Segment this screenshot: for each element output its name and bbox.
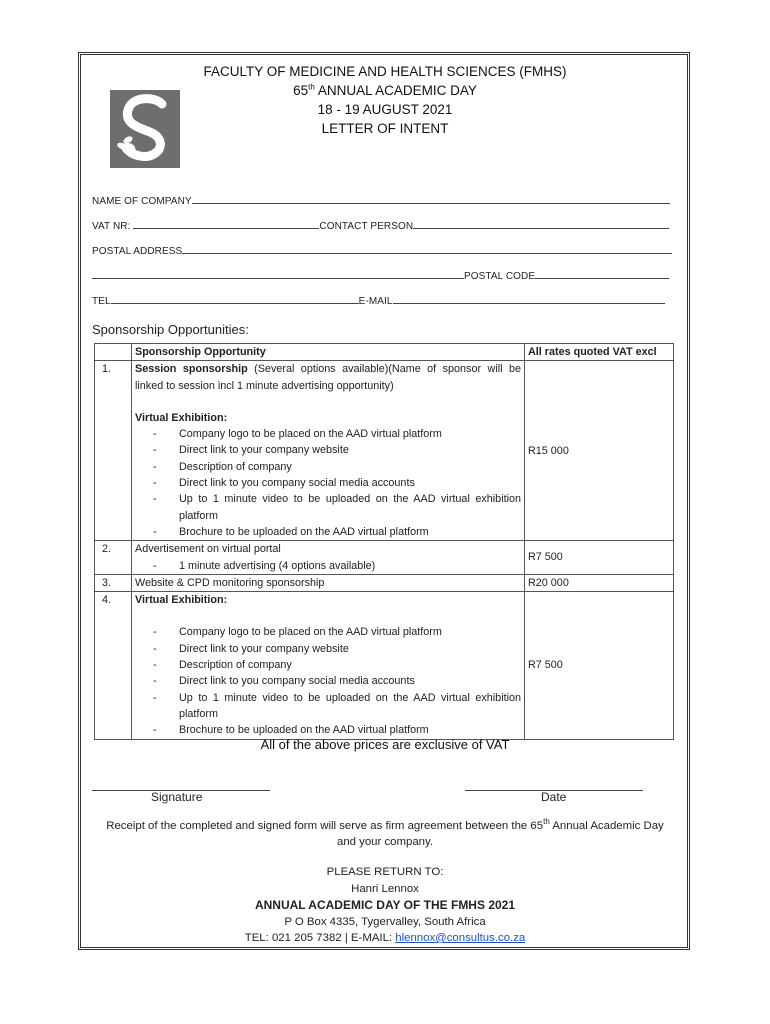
list-item: - Up to 1 minute video to be uploaded on the AAD virtual exhibition platform (153, 491, 521, 524)
list-item: - Direct link to your company website (153, 641, 521, 657)
list-item: - Description of company (153, 657, 521, 673)
row-subtitle: Virtual Exhibition: (135, 411, 228, 424)
postal-address-line[interactable] (182, 244, 672, 254)
vat-label: VAT NR: (92, 221, 131, 232)
return-po-box: P O Box 4335, Tygervalley, South Africa (284, 915, 486, 928)
address-line-2[interactable] (92, 269, 464, 279)
postal-code-line[interactable] (535, 269, 669, 279)
list-item: - Direct link to you company social media accounts (153, 673, 521, 689)
date-label: Date (541, 790, 567, 804)
event-number: 65 (293, 83, 309, 98)
contact-person-label: CONTACT PERSON (319, 221, 414, 232)
contact-person-line[interactable] (413, 219, 669, 229)
signature-label: Signature (151, 790, 203, 804)
row-number: 4. (95, 592, 132, 739)
table-header-row (95, 344, 674, 361)
return-tel-email (92, 930, 678, 947)
row-number: 1. (95, 361, 132, 541)
tel-line[interactable] (111, 294, 359, 304)
vat-note: All of the above prices are exclusive of VAT (260, 737, 510, 752)
email-line[interactable] (393, 294, 665, 304)
number-header (95, 344, 132, 361)
return-organisation: ANNUAL ACADEMIC DAY OF THE FMHS 2021 (254, 898, 516, 912)
table-row (95, 541, 674, 575)
row-number: 2. (95, 541, 132, 575)
postal-address-field[interactable] (92, 244, 678, 257)
receipt-text: Receipt of the completed and signed form will serve as firm agreement between the 65 (106, 820, 544, 832)
postal-address-label: POSTAL ADDRESS (92, 246, 183, 257)
row-title: Advertisement on virtual portal (135, 543, 281, 556)
list-item: - 1 minute advertising (4 options available) (153, 558, 521, 574)
row-rate: R15 000 (525, 361, 674, 541)
row-title-details: (Several options available)(Name of sponsor will be linked to session incl 1 minute advertising opportunity) (135, 363, 521, 392)
row-title: Session sponsorship (135, 363, 248, 376)
list-item: - Brochure to be uploaded on the AAD virtual platform (153, 524, 521, 540)
row-title: Virtual Exhibition: (135, 594, 228, 607)
row-description (132, 541, 525, 575)
list-item: - Up to 1 minute video to be uploaded on the AAD virtual exhibition platform (153, 690, 521, 723)
postal-code-row (92, 269, 678, 282)
faculty-title: FACULTY OF MEDICINE AND HEALTH SCIENCES (FMHS) (203, 64, 567, 79)
row-description (132, 592, 525, 739)
row-description: Website & CPD monitoring sponsorship (132, 574, 525, 591)
receipt-ordinal: th (543, 817, 550, 827)
list-item: - Direct link to your company website (153, 442, 521, 458)
table-row (95, 574, 674, 591)
tel-label: TEL (92, 296, 111, 307)
list-item: - Description of company (153, 459, 521, 475)
email-link[interactable]: hlennox@consultus.co.za (395, 932, 526, 944)
list-item: - Direct link to you company social media accounts (153, 475, 521, 491)
return-address (92, 864, 678, 947)
return-heading: PLEASE RETURN TO: (326, 866, 444, 878)
document-title: LETTER OF INTENT (321, 121, 449, 136)
company-name-line[interactable] (192, 194, 670, 204)
company-name-label: NAME OF COMPANY (92, 196, 192, 207)
postal-code-label: POSTAL CODE (464, 271, 536, 282)
return-contact-name: Hanri Lennox (351, 882, 419, 895)
sponsorship-table (94, 343, 674, 740)
company-name-field[interactable] (92, 194, 678, 207)
row-description (132, 361, 525, 541)
event-dates: 18 - 19 AUGUST 2021 (317, 102, 453, 117)
row-rate: R7 500 (525, 592, 674, 739)
return-tel: TEL: 021 205 7382 | E-MAIL: (244, 932, 396, 944)
list-item: - Company logo to be placed on the AAD virtual platform (153, 624, 521, 640)
tel-email-row (92, 294, 678, 307)
table-row (95, 592, 674, 739)
list-item: - Company logo to be placed on the AAD virtual platform (153, 426, 521, 442)
vat-line[interactable] (133, 219, 319, 229)
table-row (95, 361, 674, 541)
logo-icon (110, 90, 180, 168)
list-item: - Brochure to be uploaded on the AAD virtual platform (153, 722, 521, 738)
row-rate: R7 500 (525, 541, 674, 575)
event-ordinal: th (308, 82, 315, 92)
vat-contact-row (92, 219, 678, 232)
document-header (190, 62, 580, 138)
sponsorship-title: Sponsorship Opportunities: (92, 322, 249, 337)
event-name: ANNUAL ACADEMIC DAY (314, 83, 477, 98)
row-rate: R20 000 (525, 574, 674, 591)
rates-header: All rates quoted VAT excl (525, 344, 674, 361)
opportunity-header: Sponsorship Opportunity (132, 344, 525, 361)
receipt-statement (100, 818, 670, 850)
email-label: E-MAIL (358, 296, 393, 307)
row-number: 3. (95, 574, 132, 591)
event-title (190, 81, 580, 100)
receipt-text-end: Annual Academic Day and your company. (336, 820, 664, 848)
university-logo (110, 90, 180, 168)
